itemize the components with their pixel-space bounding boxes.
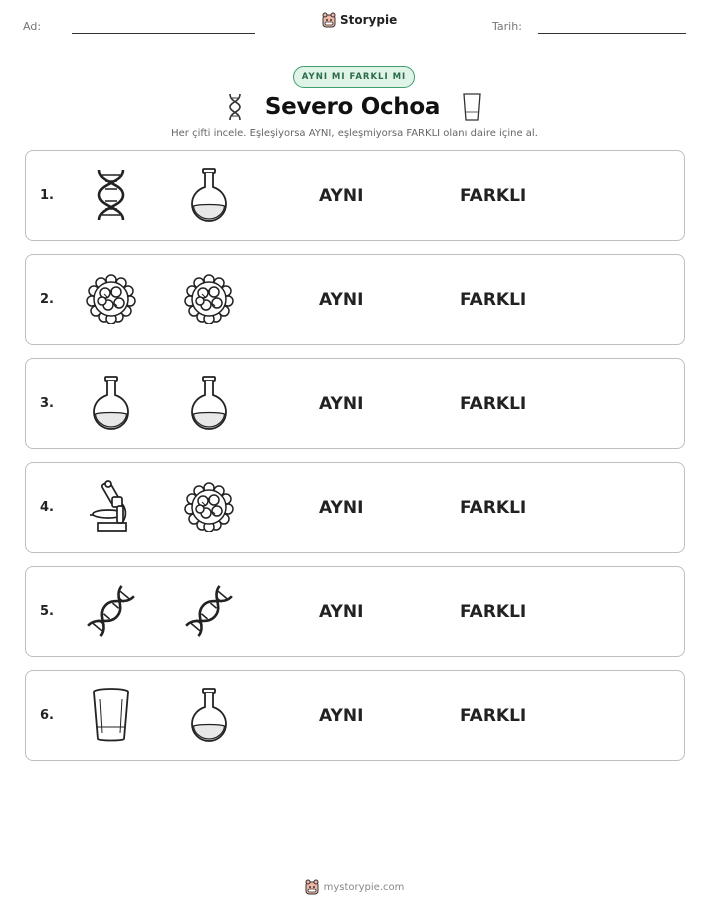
storypie-mascot-icon [305, 879, 319, 895]
storypie-mascot-icon [322, 12, 336, 28]
flask-icon [179, 685, 239, 745]
row-number: 2. [40, 292, 54, 307]
dna-icon [81, 165, 141, 225]
exercise-row [25, 670, 685, 761]
option-same[interactable]: AYNI [319, 289, 364, 310]
option-different[interactable]: FARKLI [460, 601, 527, 622]
row-number: 3. [40, 396, 54, 411]
page-title: Severo Ochoa [264, 94, 441, 120]
exercise-row [25, 358, 685, 449]
name-line[interactable] [72, 33, 255, 34]
footer-url: mystorypie.com [323, 881, 405, 893]
flask-icon [81, 373, 141, 433]
cell-cluster-icon [179, 269, 239, 329]
title-row [0, 90, 709, 124]
worksheet-type-badge: AYNI MI FARKLI MI [293, 66, 415, 88]
brand-name: Storypie [340, 13, 398, 27]
row-number: 4. [40, 500, 54, 515]
row-number: 1. [40, 188, 54, 203]
dna-diagonal-icon [179, 581, 239, 641]
row-number: 5. [40, 604, 54, 619]
row-number: 6. [40, 708, 54, 723]
option-same[interactable]: AYNI [319, 393, 364, 414]
exercise-row [25, 254, 685, 345]
name-label: Ad: [23, 20, 42, 33]
exercise-row [25, 462, 685, 553]
option-same[interactable]: AYNI [319, 705, 364, 726]
dna-diagonal-icon [81, 581, 141, 641]
option-different[interactable]: FARKLI [460, 497, 527, 518]
glass-icon [462, 92, 482, 122]
option-same[interactable]: AYNI [319, 185, 364, 206]
exercise-row [25, 150, 685, 241]
exercise-row [25, 566, 685, 657]
dna-icon [227, 92, 243, 122]
option-same[interactable]: AYNI [319, 497, 364, 518]
option-same[interactable]: AYNI [319, 601, 364, 622]
date-line[interactable] [538, 33, 686, 34]
option-different[interactable]: FARKLI [460, 289, 527, 310]
flask-icon [179, 165, 239, 225]
exercise-list [25, 150, 685, 774]
glass-icon [81, 685, 141, 745]
date-label: Tarih: [492, 20, 522, 33]
option-different[interactable]: FARKLI [460, 393, 527, 414]
brand-logo [322, 12, 397, 28]
microscope-icon [81, 477, 141, 537]
flask-icon [179, 373, 239, 433]
cell-cluster-icon [81, 269, 141, 329]
instructions: Her çifti incele. Eşleşiyorsa AYNI, eşleşmiyorsa FARKLI olanı daire içine al. [171, 128, 538, 139]
option-different[interactable]: FARKLI [460, 185, 527, 206]
option-different[interactable]: FARKLI [460, 705, 527, 726]
footer [0, 879, 709, 895]
cell-cluster-icon [179, 477, 239, 537]
